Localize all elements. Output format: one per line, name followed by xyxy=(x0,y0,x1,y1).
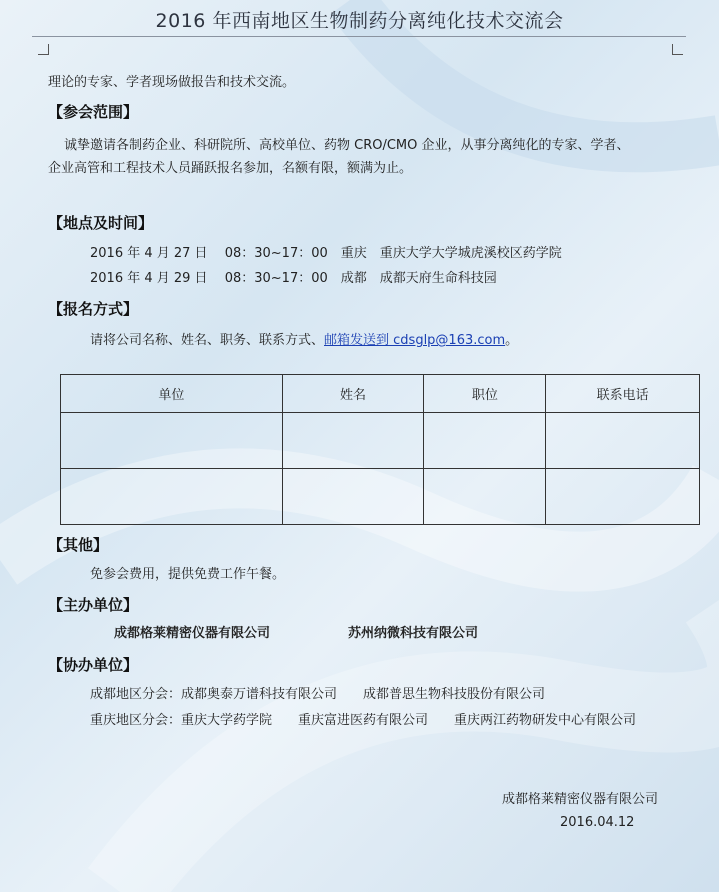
blank-cell[interactable] xyxy=(546,413,700,469)
other-text: 免参会费用，提供免费工作午餐。 xyxy=(90,567,286,582)
blank-cell[interactable] xyxy=(61,413,283,469)
venue-row-1: 2016 年 4 月 27 日 08：30~17：00 重庆 重庆大学大学城虎溪校区药学院 xyxy=(90,246,562,261)
blank-cell[interactable] xyxy=(61,469,283,525)
col-header-phone: 联系电话 xyxy=(546,375,700,413)
signup-heading: 【报名方式】 xyxy=(48,300,139,318)
scope-line-2: 企业高管和工程技术人员踊跃报名参加，名额有限，额满为止。 xyxy=(48,161,413,176)
blank-cell[interactable] xyxy=(282,413,424,469)
scope-line-1: 诚挚邀请各制药企业、科研院所、高校单位、药物 CRO/CMO 企业，从事分离纯化的专家、学者、 xyxy=(64,138,630,153)
co-organizer-chengdu: 成都地区分会：成都奥泰万谱科技有限公司 成都普思生物科技股份有限公司 xyxy=(90,687,546,702)
page-title: 2016 年西南地区生物制药分离纯化技术交流会 xyxy=(155,10,564,32)
blank-cell[interactable] xyxy=(282,469,424,525)
blank-cell[interactable] xyxy=(424,469,546,525)
signup-text-after: 。 xyxy=(505,333,519,348)
signature-date: 2016.04.12 xyxy=(560,815,635,830)
organizer-1: 成都格莱精密仪器有限公司 xyxy=(114,626,271,641)
organizer-2: 苏州纳微科技有限公司 xyxy=(348,626,479,641)
scope-heading: 【参会范围】 xyxy=(48,103,139,121)
co-organizer-chongqing: 重庆地区分会：重庆大学药学院 重庆富进医药有限公司 重庆两江药物研发中心有限公司 xyxy=(90,713,637,728)
signup-text xyxy=(90,329,518,348)
crop-mark-right xyxy=(672,44,683,55)
registration-table xyxy=(60,374,700,525)
signup-text-before: 请将公司名称、姓名、职务、联系方式、 xyxy=(90,333,325,348)
venue-row-2: 2016 年 4 月 29 日 08：30~17：00 成都 成都天府生命科技园 xyxy=(90,271,497,286)
crop-mark-left xyxy=(38,44,49,55)
title-divider xyxy=(32,36,686,37)
col-header-name: 姓名 xyxy=(282,375,424,413)
table-row xyxy=(61,413,700,469)
blank-cell[interactable] xyxy=(546,469,700,525)
table-row xyxy=(61,469,700,525)
col-header-unit: 单位 xyxy=(61,375,283,413)
blank-cell[interactable] xyxy=(424,413,546,469)
other-heading: 【其他】 xyxy=(48,536,109,554)
email-link[interactable]: 邮箱发送到 cdsglp@163.com xyxy=(324,333,506,348)
organizer-heading: 【主办单位】 xyxy=(48,596,139,614)
co-organizer-heading: 【协办单位】 xyxy=(48,656,139,674)
col-header-position: 职位 xyxy=(424,375,546,413)
venue-heading: 【地点及时间】 xyxy=(48,214,154,232)
intro-text: 理论的专家、学者现场做报告和技术交流。 xyxy=(48,75,296,90)
table-header-row xyxy=(61,375,700,413)
signature-company: 成都格莱精密仪器有限公司 xyxy=(502,792,659,807)
